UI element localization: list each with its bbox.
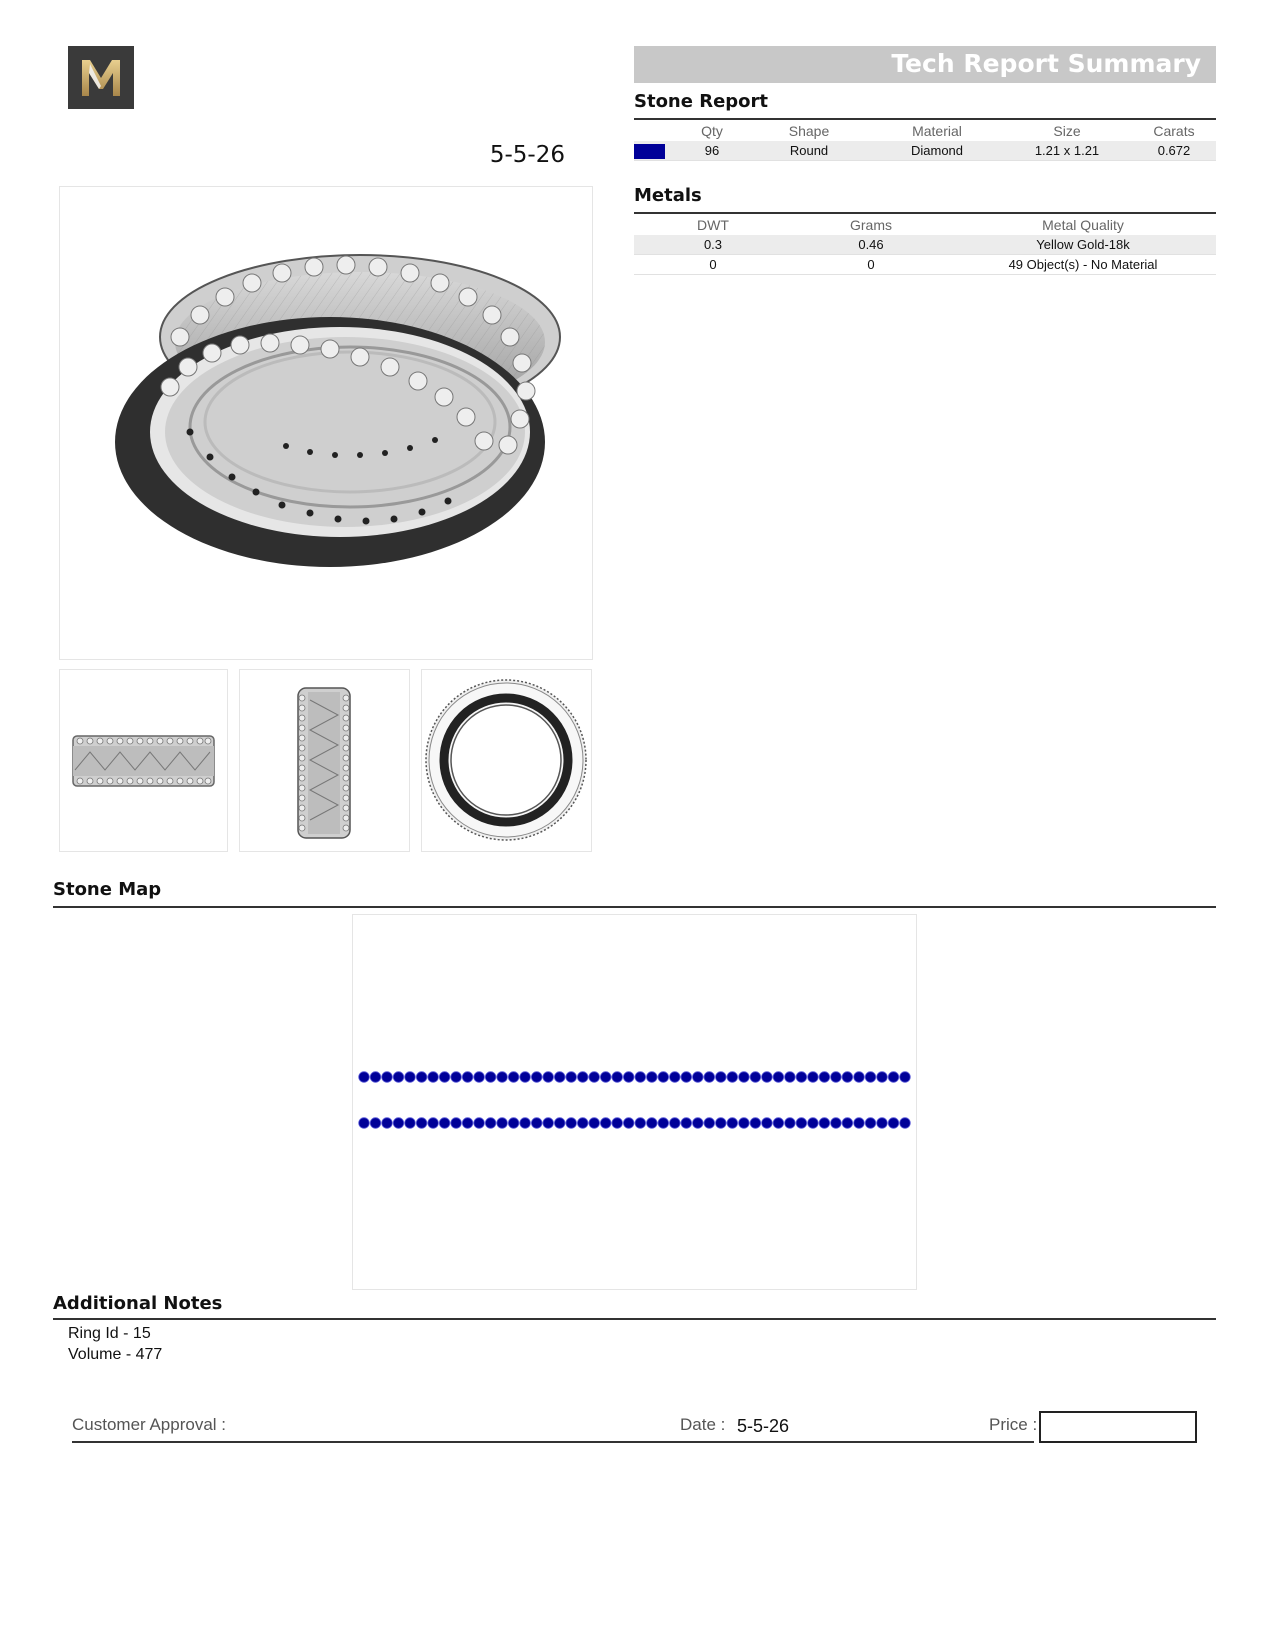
stone-marker: [589, 1072, 600, 1083]
stone-marker: [888, 1072, 899, 1083]
price-label: Price :: [989, 1415, 1038, 1434]
dwt-cell: 0.3: [634, 235, 792, 255]
metals-rule: [634, 212, 1216, 214]
stone-marker: [670, 1072, 681, 1083]
metals-title: Metals: [634, 185, 702, 206]
stone-marker: [819, 1072, 830, 1083]
stone-marker: [577, 1118, 588, 1129]
stone-marker: [750, 1072, 761, 1083]
stone-marker: [543, 1072, 554, 1083]
size-cell: 1.21 x 1.21: [1002, 141, 1132, 161]
stone-marker: [393, 1072, 404, 1083]
stone-marker: [808, 1118, 819, 1129]
stone-marker: [566, 1072, 577, 1083]
stone-marker: [462, 1118, 473, 1129]
stone-marker: [658, 1118, 669, 1129]
stone-marker: [370, 1072, 381, 1083]
stone-marker: [508, 1118, 519, 1129]
additional-notes-rule: [53, 1318, 1216, 1320]
stone-marker: [393, 1118, 404, 1129]
stone-marker: [612, 1118, 623, 1129]
stone-marker: [428, 1118, 439, 1129]
stone-map-panel: [352, 914, 917, 1290]
stone-marker: [831, 1118, 842, 1129]
stone-report-table: [634, 121, 1216, 161]
stone-color-cell: [634, 141, 678, 161]
stone-marker: [658, 1072, 669, 1083]
stone-marker: [693, 1072, 704, 1083]
stone-marker: [635, 1118, 646, 1129]
material-header: Material: [912, 123, 962, 139]
stone-marker: [704, 1072, 715, 1083]
approval-signature-line: [72, 1441, 1034, 1443]
stone-marker: [900, 1072, 911, 1083]
dwt-header: DWT: [697, 217, 729, 233]
stone-marker: [405, 1072, 416, 1083]
stone-marker: [623, 1072, 634, 1083]
ring-top-view: [421, 669, 592, 852]
price-field[interactable]: [1039, 1411, 1197, 1443]
company-logo: [68, 46, 134, 109]
metals-table: [634, 215, 1216, 275]
stone-marker: [854, 1072, 865, 1083]
stone-marker: [543, 1118, 554, 1129]
stone-marker: [428, 1072, 439, 1083]
stone-marker: [865, 1118, 876, 1129]
stone-marker: [485, 1072, 496, 1083]
size-header: Size: [1053, 123, 1081, 139]
stone-marker: [370, 1118, 381, 1129]
stone-marker: [600, 1072, 611, 1083]
table-row: [634, 235, 1216, 255]
stone-report-title: Stone Report: [634, 91, 769, 112]
stone-marker: [520, 1072, 531, 1083]
qty-header: Qty: [701, 123, 723, 139]
stone-marker: [796, 1118, 807, 1129]
stone-marker: [865, 1072, 876, 1083]
stone-marker: [647, 1118, 658, 1129]
stone-marker: [762, 1072, 773, 1083]
stone-marker: [462, 1072, 473, 1083]
qty-cell: 96: [678, 141, 746, 161]
stone-marker: [785, 1072, 796, 1083]
stone-marker: [439, 1072, 450, 1083]
stone-marker: [819, 1118, 830, 1129]
stone-marker: [497, 1118, 508, 1129]
stone-marker: [577, 1072, 588, 1083]
stone-marker: [739, 1072, 750, 1083]
stone-color-header: [634, 121, 678, 141]
stone-marker: [681, 1118, 692, 1129]
stone-marker: [612, 1072, 623, 1083]
stone-marker: [796, 1072, 807, 1083]
date-label: Date :: [680, 1415, 726, 1434]
stone-marker: [600, 1118, 611, 1129]
stone-marker: [842, 1072, 853, 1083]
customer-approval-label: Customer Approval :: [72, 1415, 227, 1434]
stone-marker: [451, 1072, 462, 1083]
note-volume: Volume - 477: [68, 1346, 163, 1363]
stone-marker: [451, 1118, 462, 1129]
stone-marker: [520, 1118, 531, 1129]
grams-header: Grams: [850, 217, 892, 233]
stone-marker: [854, 1118, 865, 1129]
stone-marker: [439, 1118, 450, 1129]
stone-map-diagram: [353, 915, 916, 1289]
stone-marker: [531, 1072, 542, 1083]
stone-marker: [635, 1072, 646, 1083]
additional-notes-title: Additional Notes: [53, 1293, 223, 1314]
stone-marker: [716, 1072, 727, 1083]
table-row: [634, 255, 1216, 275]
stone-marker: [670, 1118, 681, 1129]
carats-header: Carats: [1153, 123, 1195, 139]
stone-marker: [877, 1072, 888, 1083]
material-cell: Diamond: [872, 141, 1002, 161]
dwt-cell: 0: [634, 255, 792, 275]
table-row: [634, 141, 1216, 161]
stone-color-swatch: [634, 144, 665, 159]
stone-marker: [382, 1072, 393, 1083]
metal-quality-cell: 49 Object(s) - No Material: [950, 255, 1216, 275]
stone-marker: [785, 1118, 796, 1129]
metal-quality-cell: Yellow Gold-18k: [950, 235, 1216, 255]
stone-marker: [485, 1118, 496, 1129]
stone-marker: [382, 1118, 393, 1129]
stone-marker: [681, 1072, 692, 1083]
stone-marker: [474, 1118, 485, 1129]
stone-map-title: Stone Map: [53, 879, 162, 900]
ring-front-view: [239, 669, 410, 852]
stone-report-rule: [634, 118, 1216, 120]
stone-marker: [497, 1072, 508, 1083]
stone-marker: [704, 1118, 715, 1129]
stone-marker: [877, 1118, 888, 1129]
stone-marker: [589, 1118, 600, 1129]
stone-marker: [808, 1072, 819, 1083]
stone-marker: [762, 1118, 773, 1129]
shape-header: Shape: [788, 123, 830, 139]
stone-marker: [359, 1118, 370, 1129]
stone-marker: [900, 1118, 911, 1129]
stone-marker: [773, 1072, 784, 1083]
metals-header-row: [634, 215, 1216, 235]
stone-marker: [554, 1072, 565, 1083]
stone-marker: [831, 1072, 842, 1083]
shape-cell: Round: [746, 141, 872, 161]
stone-marker: [727, 1072, 738, 1083]
report-title-bar: [634, 46, 1216, 83]
stone-marker: [842, 1118, 853, 1129]
stone-marker: [531, 1118, 542, 1129]
stone-marker: [693, 1118, 704, 1129]
report-title: Tech Report Summary: [891, 49, 1201, 78]
stone-marker: [474, 1072, 485, 1083]
metal-quality-header: Metal Quality: [1042, 217, 1124, 233]
stone-marker: [750, 1118, 761, 1129]
grams-cell: 0: [792, 255, 950, 275]
carats-cell: 0.672: [1132, 141, 1216, 161]
stone-map-rule: [53, 906, 1216, 908]
stone-marker: [554, 1118, 565, 1129]
stone-marker: [739, 1118, 750, 1129]
stone-marker: [716, 1118, 727, 1129]
ring-perspective-view: [59, 186, 593, 660]
stone-marker: [416, 1118, 427, 1129]
grams-cell: 0.46: [792, 235, 950, 255]
stone-marker: [623, 1118, 634, 1129]
stone-marker: [416, 1072, 427, 1083]
stone-marker: [508, 1072, 519, 1083]
stone-marker: [647, 1072, 658, 1083]
stone-marker: [359, 1072, 370, 1083]
note-ring-id: Ring Id - 15: [68, 1325, 151, 1342]
stone-marker: [773, 1118, 784, 1129]
stone-marker: [727, 1118, 738, 1129]
stone-marker: [566, 1118, 577, 1129]
date-value: 5-5-26: [737, 1416, 790, 1436]
stone-marker: [888, 1118, 899, 1129]
document-date: 5-5-26: [489, 142, 565, 168]
stone-report-header-row: [634, 121, 1216, 141]
stone-marker: [405, 1118, 416, 1129]
ring-side-view: [59, 669, 228, 852]
